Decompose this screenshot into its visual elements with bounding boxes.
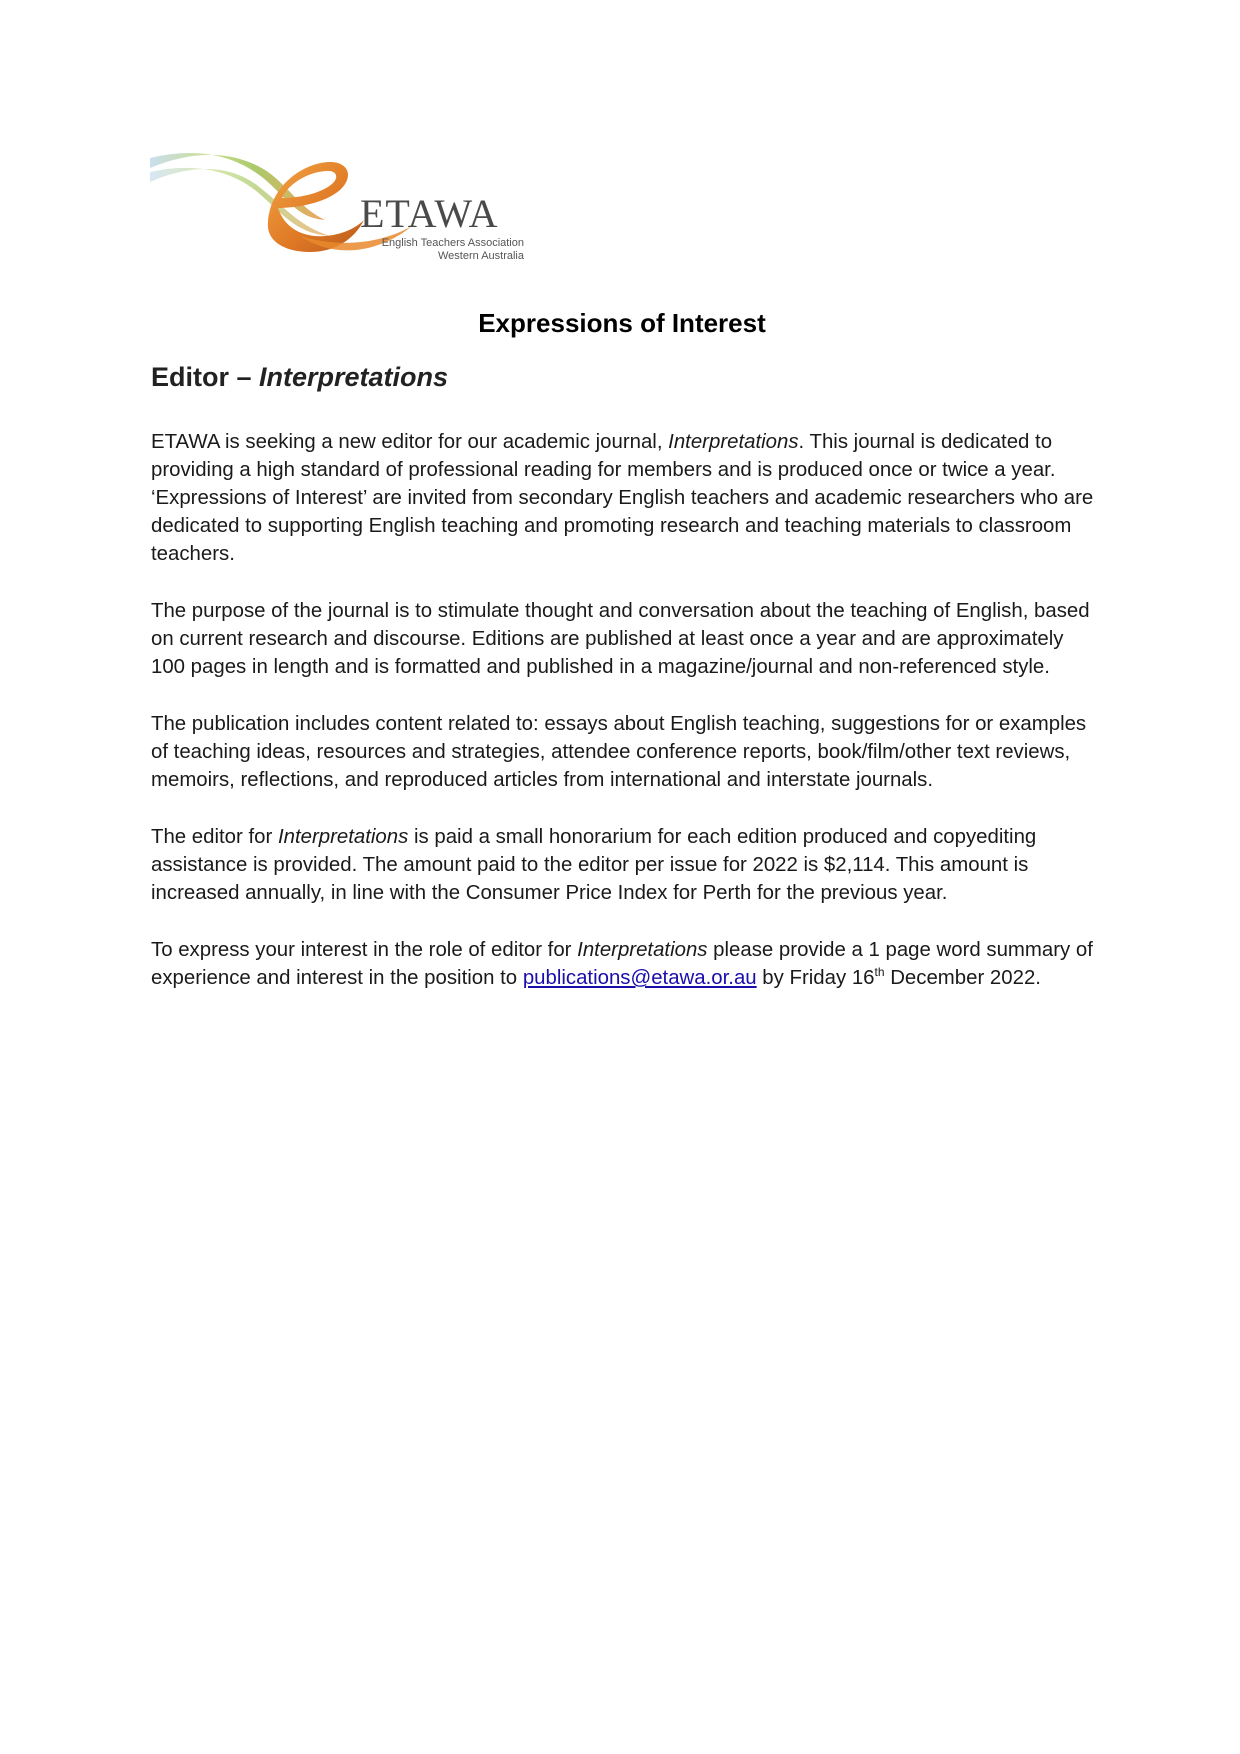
paragraph-text: The editor for — [151, 826, 278, 848]
journal-name: Interpretations — [668, 431, 799, 453]
date-ordinal-suffix: th — [874, 965, 885, 980]
paragraph-honorarium — [151, 823, 1103, 907]
document-body — [151, 428, 1103, 1021]
paragraph-purpose — [151, 597, 1103, 681]
paragraph-text: The publication includes content related to: essays about English teaching, suggestions for or examples of teaching ideas, resources and strategies, attendee conference reports, book/film/other text reviews, memoirs, reflections, and reproduced articles from international and interstate journals. — [151, 713, 1087, 791]
journal-name: Interpretations — [277, 826, 409, 848]
paragraph-text: . This journal is dedicated to providing a high standard of professional reading for members and is produced once or twice a year. ‘Expressions of Interest’ are invited from secondary English teachers and academic researchers who are dedicated to supporting English teaching and promoting research and teaching materials to classroom teachers. — [151, 431, 1094, 565]
paragraph-text: please provide a 1 page word summary of experience and interest in the position to — [151, 939, 1093, 989]
paragraph-how-to-apply — [151, 936, 1103, 992]
paragraph-text: The purpose of the journal is to stimulate thought and conversation about the teaching of English, based on current research and discourse. Editions are published at least once a year and are approximately 100 pages in length and is formatted and published in a magazine/journal and non-referenced style. — [151, 600, 1090, 678]
paragraph-text: ETAWA is seeking a new editor for our academic journal, — [151, 431, 669, 453]
paragraph-text: December 2022. — [884, 967, 1041, 989]
logo-name: ETAWA — [360, 191, 499, 236]
journal-name: Interpretations — [577, 939, 708, 961]
paragraph-text: To express your interest in the role of editor for — [151, 939, 578, 961]
etawa-logo — [150, 148, 530, 266]
page-subtitle — [151, 362, 448, 393]
logo-tagline-line2: Western Australia — [437, 250, 524, 262]
paragraph-intro — [151, 428, 1103, 568]
paragraph-text: is paid a small honorarium for each edition produced and copyediting assistance is provided. The amount paid to the editor per issue for 2022 is $2,114. This amount is increased annually, in line with the Consumer Price Index for Perth for the previous year. — [151, 826, 1037, 904]
subtitle-prefix: Editor – — [151, 362, 260, 392]
logo-tagline-line1: English Teachers Association — [381, 237, 524, 249]
page-title: Expressions of Interest — [478, 308, 766, 338]
paragraph-text: by Friday 16 — [756, 967, 875, 989]
email-link[interactable]: publications@etawa.or.au — [522, 967, 757, 989]
paragraph-content — [151, 710, 1103, 794]
subtitle-journal-name: Interpretations — [259, 362, 449, 392]
